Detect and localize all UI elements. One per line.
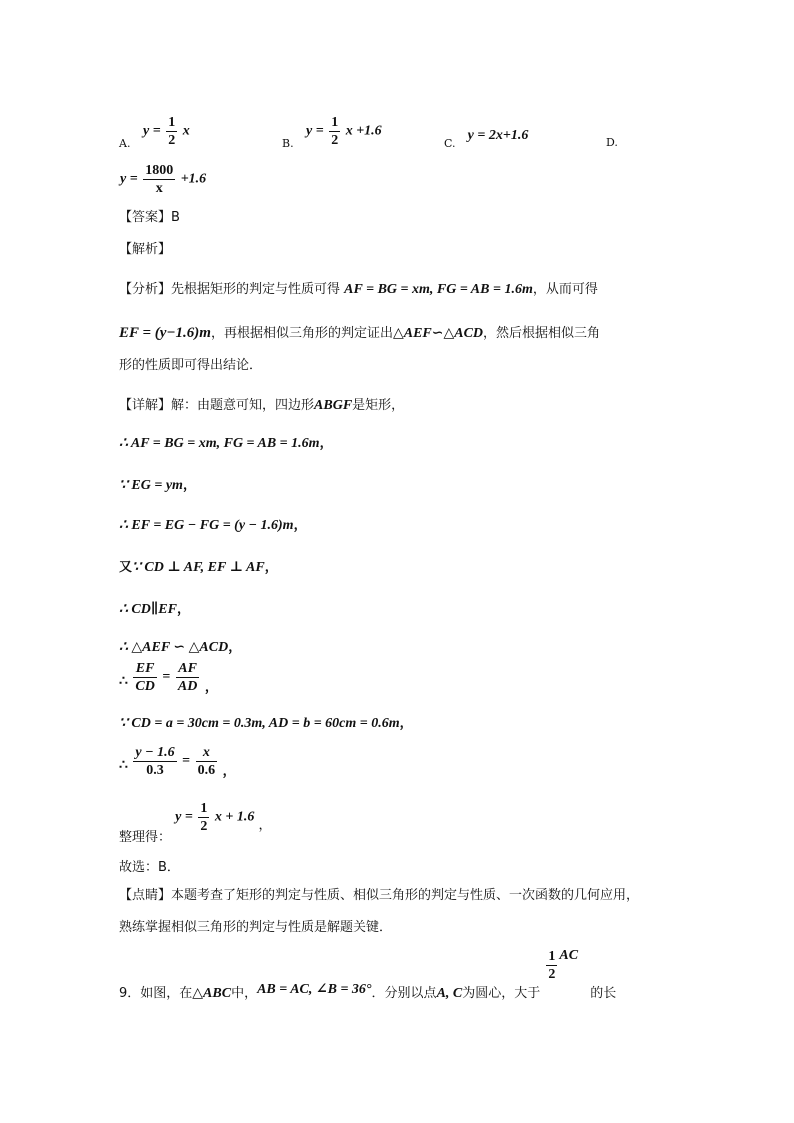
answer-line [119, 206, 180, 225]
detail-step-8: ∵ CD = a = 30cm = 0.3m, AD = b = 60cm = 0.6m， [119, 716, 413, 731]
answer-value: B [171, 210, 180, 225]
fenxi-line-3: 形的性质即可得出结论． [119, 358, 263, 373]
detail-step-6: ∴ △AEF ∽ △ACD， [119, 640, 242, 655]
option-c-label: C. [444, 137, 456, 150]
option-b-formula: y = $\frac{1}{2}$ x +1.6 [306, 115, 382, 148]
detail-step-5: ∴ CD∥EF， [119, 602, 190, 617]
detail-step-7: ∴ $\frac{EF}{CD}$ = $\frac{AF}{AD}$ ， [119, 661, 218, 695]
question-9: 9．如图，在△ABC中，AB = AC, ∠B = 36°．分别以点A, C为圆心，大于 $\frac{1}{2}$ AC 的长 [119, 947, 617, 1001]
question-9-expr: AB = AC, ∠B = 36° [257, 981, 372, 997]
option-c [444, 128, 529, 150]
detail-line-1: 【详解】解：由题意可知，四边形ABGF是矩形， [119, 398, 405, 413]
comment-line-2: 熟练掌握相似三角形的判定与性质是解题关键． [119, 920, 393, 935]
detail-label: 【详解】 [119, 398, 172, 413]
option-c-formula: y = 2x+1.6 [467, 128, 529, 143]
fenxi-line-1: 【分析】先根据矩形的判定与性质可得 AF = BG = xm, FG = AB = 1.6m，从而可得 [119, 282, 598, 297]
option-a-formula: y = $\frac{1}{2}$ x [143, 115, 190, 148]
detail-step-3: ∴ EF = EG − FG = (y − 1.6)m， [119, 518, 307, 533]
option-d-formula: y = $\frac{1800}{x}$ +1.6 [120, 163, 207, 196]
option-d-label: D. [606, 136, 618, 149]
fenxi-line-2: EF = (y−1.6)m，再根据相似三角形的判定证出△AEF∽△ACD，然后根据相似三角 [119, 325, 601, 341]
detail-step-10: 整理得： y = $\frac{1}{2}$ x + 1.6 ， [119, 801, 272, 845]
option-b-label: B. [282, 137, 294, 150]
detail-expr-1: ABGF [314, 398, 353, 413]
detail-conclusion: 故选：B． [119, 860, 180, 875]
fenxi-label: 【分析】 [119, 282, 172, 297]
detail-step-1: ∴ AF = BG = xm, FG = AB = 1.6m， [119, 436, 333, 451]
detail-step-2: ∵ EG = ym， [119, 478, 196, 493]
detail-step-4: 又∵ CD ⊥ AF, EF ⊥ AF， [119, 560, 278, 575]
option-a-label: A. [119, 137, 131, 150]
comment-label: 【点睛】 [119, 888, 172, 903]
analysis-heading: 【解析】 [119, 242, 172, 257]
comment-line-1: 【点睛】本题考查了矩形的判定与性质、相似三角形的判定与性质、一次函数的几何应用， [119, 888, 640, 903]
detail-step-9: ∴ $\frac{y - 1.6}{0.3}$ = $\frac{x}{0.6}$ ， [119, 745, 236, 779]
option-a [119, 114, 190, 150]
fenxi-expr-2: EF = (y−1.6)m [119, 325, 211, 341]
answer-label: 【答案】 [119, 210, 172, 225]
option-b [282, 114, 382, 150]
fenxi-expr-3: △AEF∽△ACD [392, 326, 484, 341]
fenxi-expr-1: AF = BG = xm, FG = AB = 1.6m [344, 282, 533, 297]
